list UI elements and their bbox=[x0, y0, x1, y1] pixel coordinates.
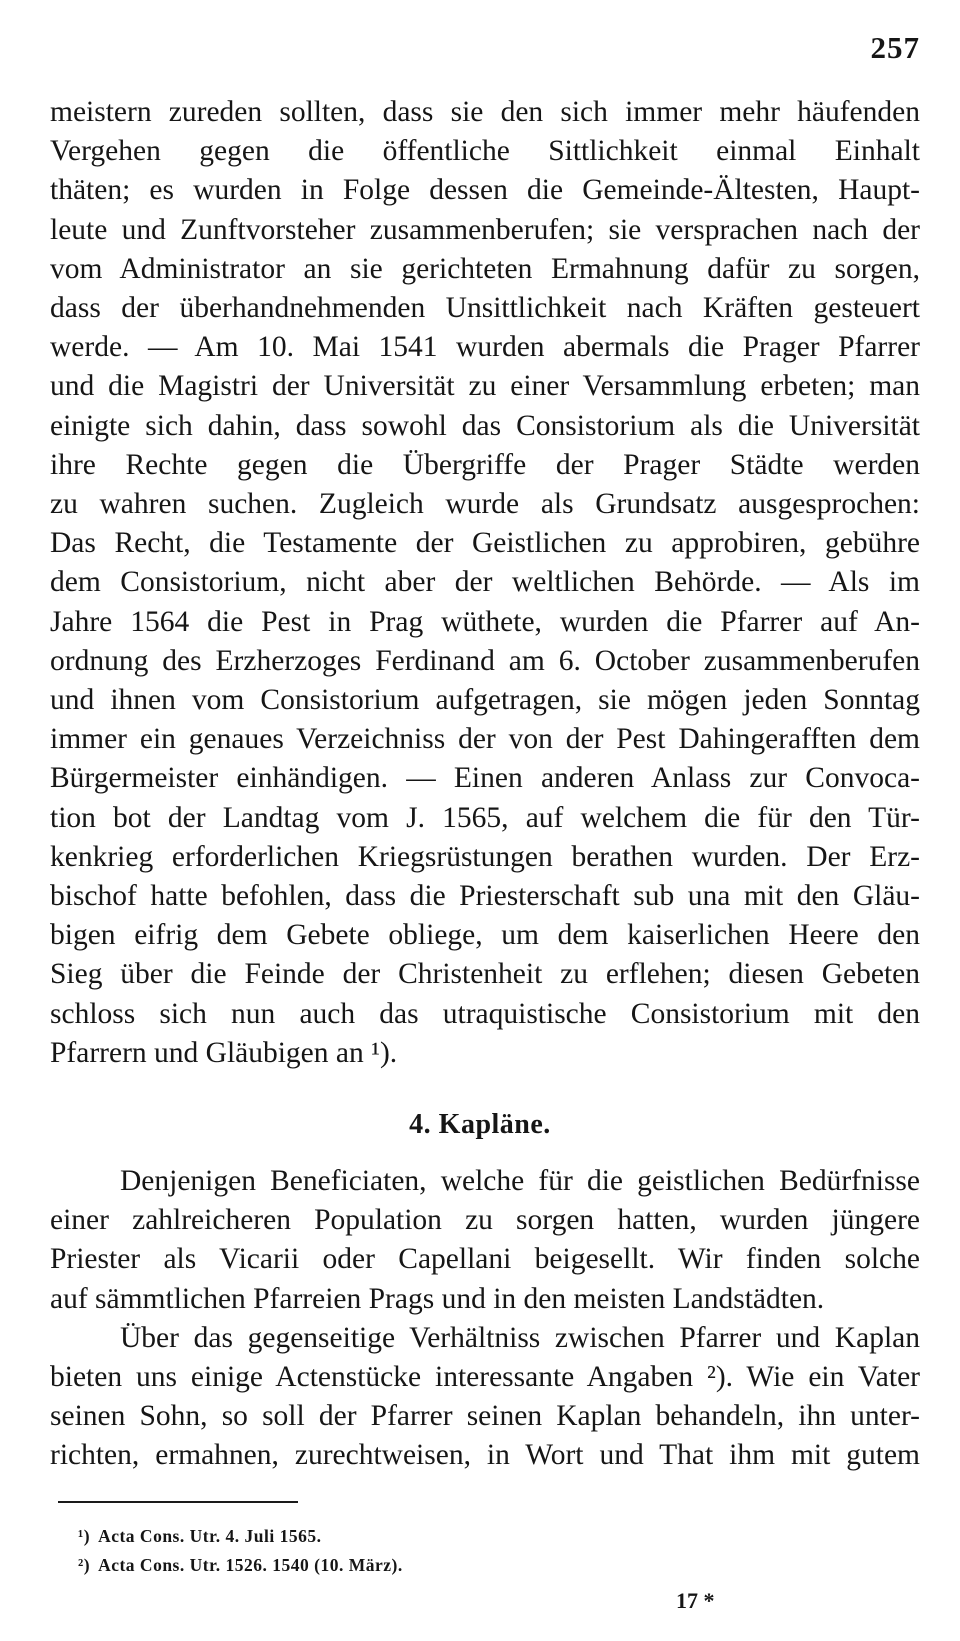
text-line: vom Administrator an sie gerichteten Ermahnung dafür zu sorgen, bbox=[50, 252, 920, 285]
text-line: werde. — Am 10. Mai 1541 wurden abermals die Prager Pfarrer bbox=[50, 331, 920, 364]
page-number: 257 bbox=[870, 30, 920, 65]
paragraph-1 bbox=[50, 93, 920, 1073]
section-heading: 4. Kapläne. bbox=[409, 1109, 551, 1140]
footnote-mark: ¹) bbox=[78, 1526, 91, 1546]
text-line: Vergehen gegen die öffentliche Sittlichkeit einmal Einhalt bbox=[50, 135, 920, 168]
footnotes bbox=[78, 1522, 403, 1580]
paragraph-2-and-3 bbox=[50, 1162, 920, 1476]
text-line: einer zahlreicheren Population zu sorgen hatten, wurden jüngere bbox=[50, 1204, 920, 1237]
text-line: und ihnen vom Consistorium aufgetragen, sie mögen jeden Sonntag bbox=[50, 684, 920, 717]
footnote-text: Acta Cons. Utr. 1526. 1540 (10. März). bbox=[98, 1555, 403, 1575]
text-line: thäten; es wurden in Folge dessen die Gemeinde-Ältesten, Haupt- bbox=[50, 174, 920, 207]
text-line: kenkrieg erforderlichen Kriegsrüstungen berathen wurden. Der Erz- bbox=[50, 840, 920, 873]
text-line: leute und Zunftvorsteher zusammenberufen; sie versprachen nach der bbox=[50, 213, 920, 246]
text-line: Über das gegenseitige Verhältniss zwischen Pfarrer und Kaplan bbox=[120, 1321, 920, 1354]
text-line: Das Recht, die Testamente der Geistlichen zu approbiren, gebühre bbox=[50, 527, 920, 560]
text-line: immer ein genaues Verzeichniss der von der Pest Dahingerafften dem bbox=[50, 723, 920, 756]
footnote-2 bbox=[78, 1551, 403, 1580]
signature-mark: 17 * bbox=[676, 1588, 715, 1613]
text-line: und die Magistri der Universität zu einer Versammlung erbeten; man bbox=[50, 370, 920, 403]
text-line: richten, ermahnen, zurechtweisen, in Wort und That ihm mit gutem bbox=[50, 1439, 920, 1472]
text-line: einigte sich dahin, dass sowohl das Consistorium als die Universität bbox=[50, 409, 920, 442]
text-line: Jahre 1564 die Pest in Prag wüthete, wurden die Pfarrer auf An- bbox=[50, 605, 920, 638]
footnote-1 bbox=[78, 1522, 403, 1551]
text-line: Sieg über die Feinde der Christenheit zu erflehen; diesen Gebeten bbox=[50, 958, 920, 991]
text-line: zu wahren suchen. Zugleich wurde als Grundsatz ausgesprochen: bbox=[50, 488, 920, 521]
footnote-divider bbox=[58, 1501, 298, 1503]
text-line: ihre Rechte gegen die Übergriffe der Prager Städte werden bbox=[50, 448, 920, 481]
footnote-mark: ²) bbox=[78, 1555, 91, 1575]
text-line: Priester als Vicarii oder Capellani beigesellt. Wir finden solche bbox=[50, 1243, 920, 1276]
text-line: seinen Sohn, so soll der Pfarrer seinen Kaplan behandeln, ihn unter- bbox=[50, 1400, 920, 1433]
text-line: Bürgermeister einhändigen. — Einen anderen Anlass zur Convoca- bbox=[50, 762, 920, 795]
footnote-text: Acta Cons. Utr. 4. Juli 1565. bbox=[98, 1526, 322, 1546]
text-line: Denjenigen Beneficiaten, welche für die geistlichen Bedürfnisse bbox=[120, 1165, 920, 1197]
text-line: bigen eifrig dem Gebete obliege, um dem kaiserlichen Heere den bbox=[50, 919, 920, 952]
text-line: bieten uns einige Actenstücke interessante Angaben ²). Wie ein Vater bbox=[50, 1361, 920, 1394]
text-line: schloss sich nun auch das utraquistische Consistorium mit den bbox=[50, 997, 920, 1030]
text-line: bischof hatte befohlen, dass die Priesterschaft sub una mit den Gläu- bbox=[50, 880, 920, 913]
text-line: Pfarrern und Gläubigen an ¹). bbox=[50, 1036, 398, 1069]
text-line: ordnung des Erzherzoges Ferdinand am 6. October zusammenberufen bbox=[50, 644, 920, 677]
text-line: tion bot der Landtag vom J. 1565, auf welchem die für den Tür- bbox=[50, 801, 920, 834]
text-line: dem Consistorium, nicht aber der weltlichen Behörde. — Als im bbox=[50, 566, 920, 599]
text-line: auf sämmtlichen Pfarreien Prags und in den meisten Landstädten. bbox=[50, 1282, 825, 1315]
text-line: meistern zureden sollten, dass sie den sich immer mehr häufenden bbox=[50, 96, 920, 128]
text-line: dass der überhandnehmenden Unsittlichkeit nach Kräften gesteuert bbox=[50, 292, 920, 325]
